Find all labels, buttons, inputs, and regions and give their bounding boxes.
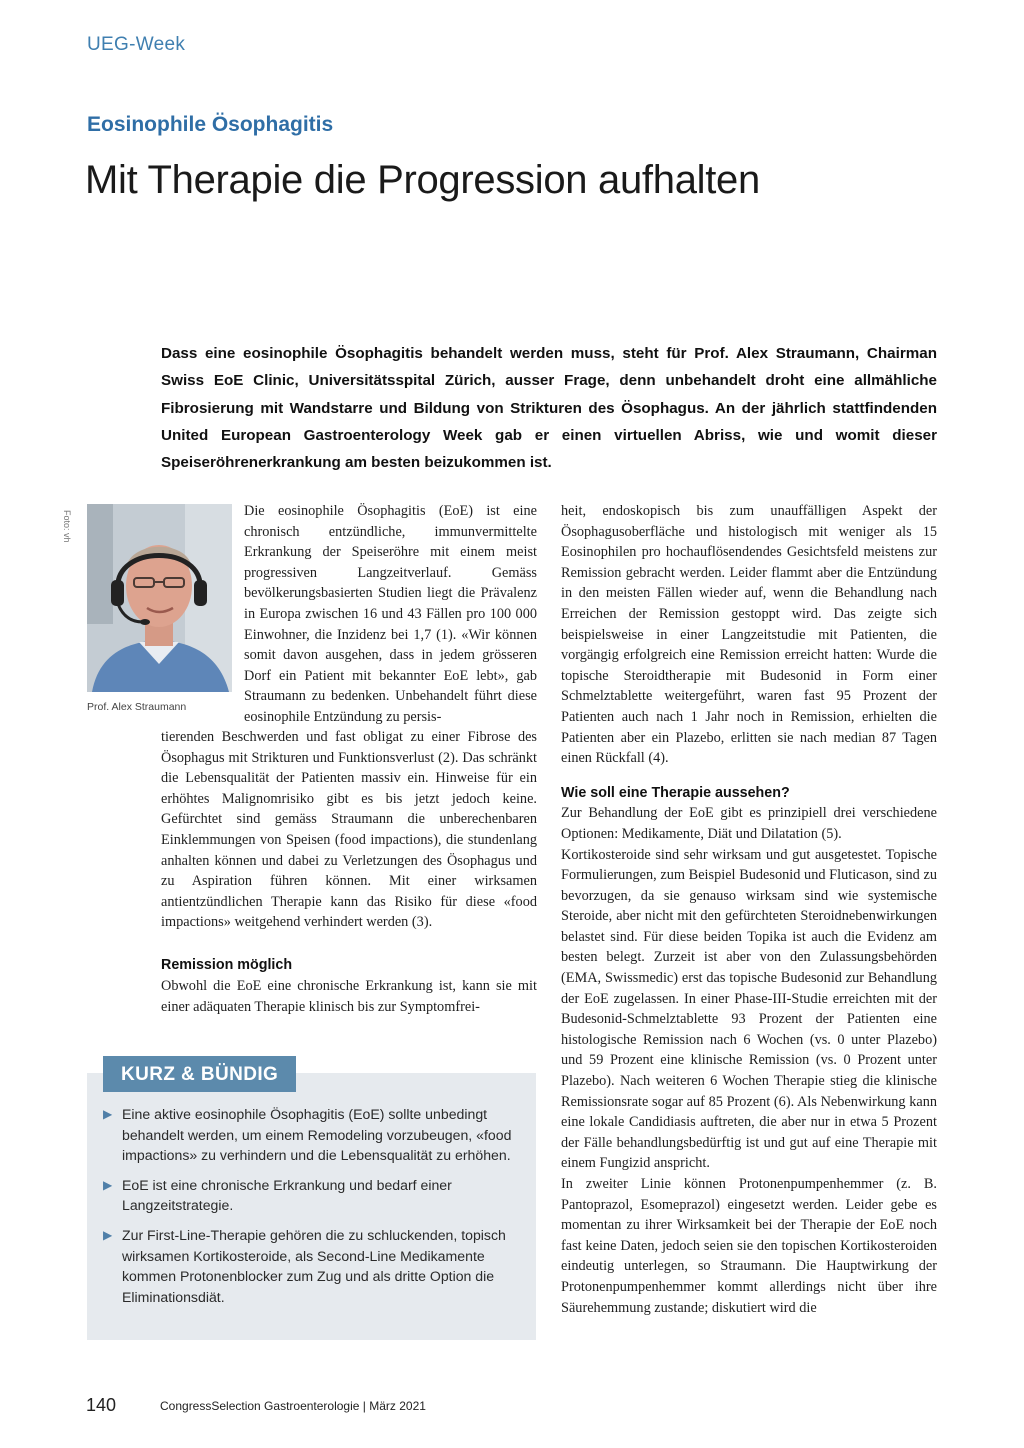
article-headline: Mit Therapie die Progression aufhalten [85, 158, 760, 202]
author-photo [87, 504, 232, 692]
column-2 [561, 501, 937, 1318]
column-1-subhead [161, 955, 537, 976]
paragraph: Zur Behandlung der EoE gibt es prinzipiell drei verschiedene Optionen: Medikamente, Diät und Dilatation (5). [561, 805, 937, 842]
photo-caption: Prof. Alex Straumann [87, 701, 187, 713]
summary-item [103, 1104, 521, 1166]
paragraph: heit, endoskopisch bis zum unauffälligen Aspekt der Ösophagusoberfläche und histologisch mit weniger als 15 Eosinophilen pro hochauflösendendes Gesichtsfeld meistens zur Remission gebracht werden. Leider flammt aber die Entzündung in den meisten Fällen wieder auf, wenn die Behandlung nach Erreichen der Remission gestoppt wird. Das zeigte sich beispielsweise in einer Langzeitstudie mit Patienten, die vorgängig erfolgreich eine Remission erreicht hatten: Wurde die topische Steroidtherapie mit Budesonid in Form einer Schmelztablette weitergeführt, waren fast 95 Prozent der Patienten auch nach 1 Jahr noch in Remission, erhielten die Patienten aber ein Plazebo, erlitten sie nach median 87 Tagen einen Rückfall (4). [561, 503, 937, 767]
column-1-continuation [161, 727, 537, 933]
column-1-intro [244, 501, 537, 728]
triangle-bullet-icon: ▶ [103, 1227, 113, 1242]
portrait-illustration [87, 504, 232, 692]
summary-item [103, 1175, 521, 1216]
paragraph: In zweiter Linie können Protonenpumpenhemmer (z. B. Pantoprazol, Esomeprazol) eingesetzt werden. Leider gebe es momentan zu ihrer Wirksamkeit bei der Therapie der EoE noch fast keine Daten, jedoch seien sie den topischen Kortikosteroiden eindeutig unterlegen, so Straumann. Die Hauptwirkung der Protonenpumpenhemmer kommt allerdings nicht über ihre Säurehemmung zustande; diskutiert wird die [561, 1176, 937, 1316]
summary-box-label: KURZ & BÜNDIG [103, 1056, 296, 1092]
page-number: 140 [86, 1395, 117, 1415]
article-lead: Dass eine eosinophile Ösophagitis behandelt werden muss, steht für Prof. Alex Straumann, Chairman Swiss EoE Clinic, Universitätsspital Zürich, ausser Frage, denn unbehandelt droht eine allmähliche Fibrosierung mit Wandstarre und Bildung von Strikturen des Ösophagus. An der jährlich stattfindenden United European Gastroenterology Week gab er einen virtuellen Abriss, wie und womit dieser Speiseröhrenerkrankung am besten beizukommen ist. [161, 345, 937, 472]
subheading-remission: Remission möglich [161, 957, 293, 973]
subheading-therapy: Wie soll eine Therapie aussehen? [561, 784, 790, 801]
paragraph: Kortikosteroide sind sehr wirksam und gut ausgetestet. Topische Formulierungen, zum Beispiel Budesonid und Fluticason, sind zu bevorzugen, da sie genauso wirksam sind wie systemische Steroide, aber nicht mit den gefürchteten Steroidnebenwirkungen belastet sind. Für diese beiden Topika ist auch die Evidenz am besten belegt. Zurzeit ist aber von den Zulassungsbehörden (EMA, Swissmedic) erst das topische Budesonid zur Behandlung der EoE zugelassen. In einer Phase-III-Studie erreichten mit der Budesonid-Schmelztablette 93 Prozent der Patienten eine histologische Remission nach 6 Wochen (vs. 0 unter Plazebo) und 59 Prozent eine klinische Remission (vs. 0 Prozent unter Plazebo). Nach weiteren 6 Wochen Therapie stieg die klinische Remissionsrate sogar auf 85 Prozent (6). Als Nebenwirkung kann eine lokale Candidiasis auftreten, die aber nur in etwa 5 Prozent der Fälle behandlungsbedürftig ist und gut auf eine Therapie mit einem Fungizid anspricht. [561, 846, 937, 1172]
paragraph: Obwohl die EoE eine chronische Erkrankung ist, kann sie mit einer adäquaten Therapie klinisch bis zur Symptomfrei- [161, 978, 537, 1015]
section-label: UEG-Week [87, 34, 186, 55]
triangle-bullet-icon: ▶ [103, 1107, 113, 1121]
article-kicker: Eosinophile Ösophagitis [87, 113, 334, 136]
paragraph: Die eosinophile Ösophagitis (EoE) ist eine chronisch entzündliche, immunvermittelte Erkrankung der Speiseröhre mit einem meist progressiven Langzeitverlauf. Gemäss bevölkerungsbasierten Studien liegt die Prävalenz in Europa zwischen 16 und 43 Fällen pro 100 000 Einwohner, die Inzidenz bei 1,7 (1). «Wir können somit davon ausgehen, dass in jedem grösseren Dorf ein Patient mit bekannter EoE lebt», gab Straumann zu bedenken. Unbehandelt führt diese eosinophile Entzündung zu persis- [244, 503, 537, 725]
triangle-bullet-icon: ▶ [103, 1177, 113, 1192]
paragraph: tierenden Beschwerden und fast obligat zu einer Fibrose des Ösophagus mit Strikturen und Funktionsverlust (2). Das schränkt die Lebensqualität der Patienten massiv ein. Hinweise für ein erhöhtes Malignomrisiko gibt es bis jetzt jedoch keine. Gefürchtet sind gemäss Straumann die unberechenbaren Einklemmungen von Speisen (food impactions), die stundenlang anhalten können und dabei zu Verletzungen des Ösophagus und zu Aspiration führen können. Mit einer wirksamen antientzündlichen Therapie kann das Risiko für diese «food impactions» weitgehend verhindert werden (3). [161, 729, 537, 931]
summary-item-text: Eine aktive eosinophile Ösophagitis (EoE) sollte unbedingt behandelt werden, um einem Remodeling vorzubeugen, «food impactions» zu verhindern und die Lebensqualität zu erhöhen. [122, 1106, 512, 1164]
summary-item-text: EoE ist eine chronische Erkrankung und bedarf einer Langzeitstrategie. [122, 1176, 452, 1214]
column-1-remission [161, 976, 537, 1017]
summary-list [103, 1104, 521, 1316]
publication-info: CongressSelection Gastroenterologie | März 2021 [160, 1399, 426, 1413]
summary-item-text: Zur First-Line-Therapie gehören die zu schluckenden, topisch wirksamen Kortikosteroide, als Second-Line Medikamente kommen Protonenblocker zum Zug und als dritte Option die Eliminationsdiät. [122, 1226, 506, 1305]
summary-item [103, 1225, 521, 1307]
photo-credit: Foto: vh [62, 510, 72, 543]
